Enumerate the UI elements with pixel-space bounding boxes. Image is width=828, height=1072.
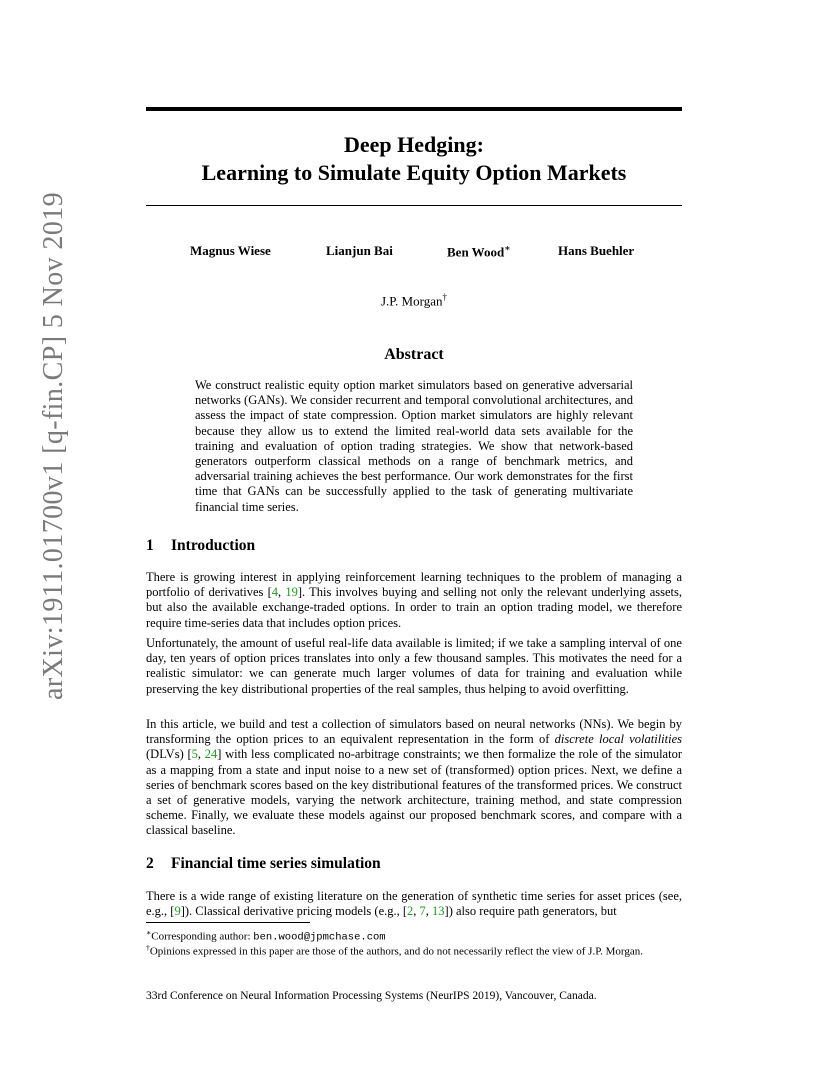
paragraph: There is growing interest in applying reinforcement learning techniques to the problem of managing a portfolio of derivatives [4, 19]. This involves buying and selling not only the relevant underlying assets, but also the available exchange-traded options. In order to train an option trading model, we therefore require time-series data that includes option prices. xyxy=(146,570,682,630)
author-name: Lianjun Bai xyxy=(326,243,393,258)
citation-link[interactable]: 19 xyxy=(285,585,298,600)
author-name: Hans Buehler xyxy=(558,243,635,258)
section-heading-financial-time-series: 2 Financial time series simulation xyxy=(146,855,381,872)
title-bottom-rule xyxy=(146,205,682,206)
citation-link[interactable]: 13 xyxy=(432,904,445,919)
citation-link[interactable]: 9 xyxy=(174,904,181,919)
affiliation: J.P. Morgan† xyxy=(380,292,448,309)
paragraph: In this article, we build and test a collection of simulators based on neural networks (NNs). We begin by transforming the option prices to an equivalent representation in the form of discrete local volatilities (DLVs) [5, 24] with less complicated no-arbitrage constraints; we then formalize the role of the simulator as a mapping from a state and input noise to a new set of (transformed) option prices. Next, we define a series of benchmark scores based on the key distributional features of the transformed prices. We construct a set of generative models, varying the network architecture, training method, and state compression scheme. Finally, we evaluate these models against our proposed benchmark scores, and compare with a classical baseline. xyxy=(146,717,682,838)
venue-note: 33rd Conference on Neural Information Processing Systems (NeurIPS 2019), Vancouver, Canada. xyxy=(146,990,597,1002)
citation-link[interactable]: 5 xyxy=(191,747,198,762)
paper-title-line-2: Learning to Simulate Equity Option Markets xyxy=(201,160,627,185)
section-heading-introduction: 1 Introduction xyxy=(146,537,256,554)
citation-link[interactable]: 2 xyxy=(407,904,414,919)
abstract-heading: Abstract xyxy=(384,346,444,363)
arxiv-identifier: arXiv:1911.01700v1 [q-fin.CP] 5 Nov 2019 xyxy=(38,191,69,700)
author-name: Ben Wood∗ xyxy=(447,243,511,260)
paragraph: There is a wide range of existing literature on the generation of synthetic time series for asset prices (see, e.g., [9]). Classical derivative pricing models (e.g., [2, 7, 13]) also require path generators, but xyxy=(146,889,682,919)
email-link[interactable]: ben.wood@jpmchase.com xyxy=(253,931,386,944)
paper-title-line-1: Deep Hedging: xyxy=(344,132,484,157)
footnote: ∗Corresponding author: ben.wood@jpmchase.com xyxy=(146,928,386,944)
footnote: †Opinions expressed in this paper are those of the authors, and do not necessarily reflect the view of J.P. Morgan. xyxy=(146,943,643,958)
citation-link[interactable]: 24 xyxy=(204,747,218,762)
abstract-text: We construct realistic equity option market simulators based on generative adversarial networks (GANs). We consider recurrent and temporal convolutional architectures, and assess the impact of state compression. Option market simulators are highly relevant because they allow us to extend the limited real-world data sets available for the training and evaluation of option trading strategies. We show that network-based generators outperform classical methods on a range of benchmark metrics, and adversarial training achieves the best performance. Our work demonstrates for the first time that GANs can be successfully applied to the task of generating multivariate financial time series. xyxy=(195,378,633,514)
footnote-mark: ∗ xyxy=(504,243,511,253)
footnote-rule xyxy=(146,922,310,923)
citation-link[interactable]: 4 xyxy=(271,585,279,600)
citation-link[interactable]: 7 xyxy=(419,904,426,919)
footnote-mark: † xyxy=(442,292,448,302)
title-top-rule xyxy=(146,107,682,111)
paragraph: Unfortunately, the amount of useful real-life data available is limited; if we take a sampling interval of one day, ten years of option prices translates into only a few thousand samples. This motivates the need for a realistic simulator: we can generate much larger volumes of data for training and evaluation while preserving the key distributional properties of the real samples, thus helping to avoid overfitting. xyxy=(146,636,682,696)
author-name: Magnus Wiese xyxy=(190,243,271,258)
